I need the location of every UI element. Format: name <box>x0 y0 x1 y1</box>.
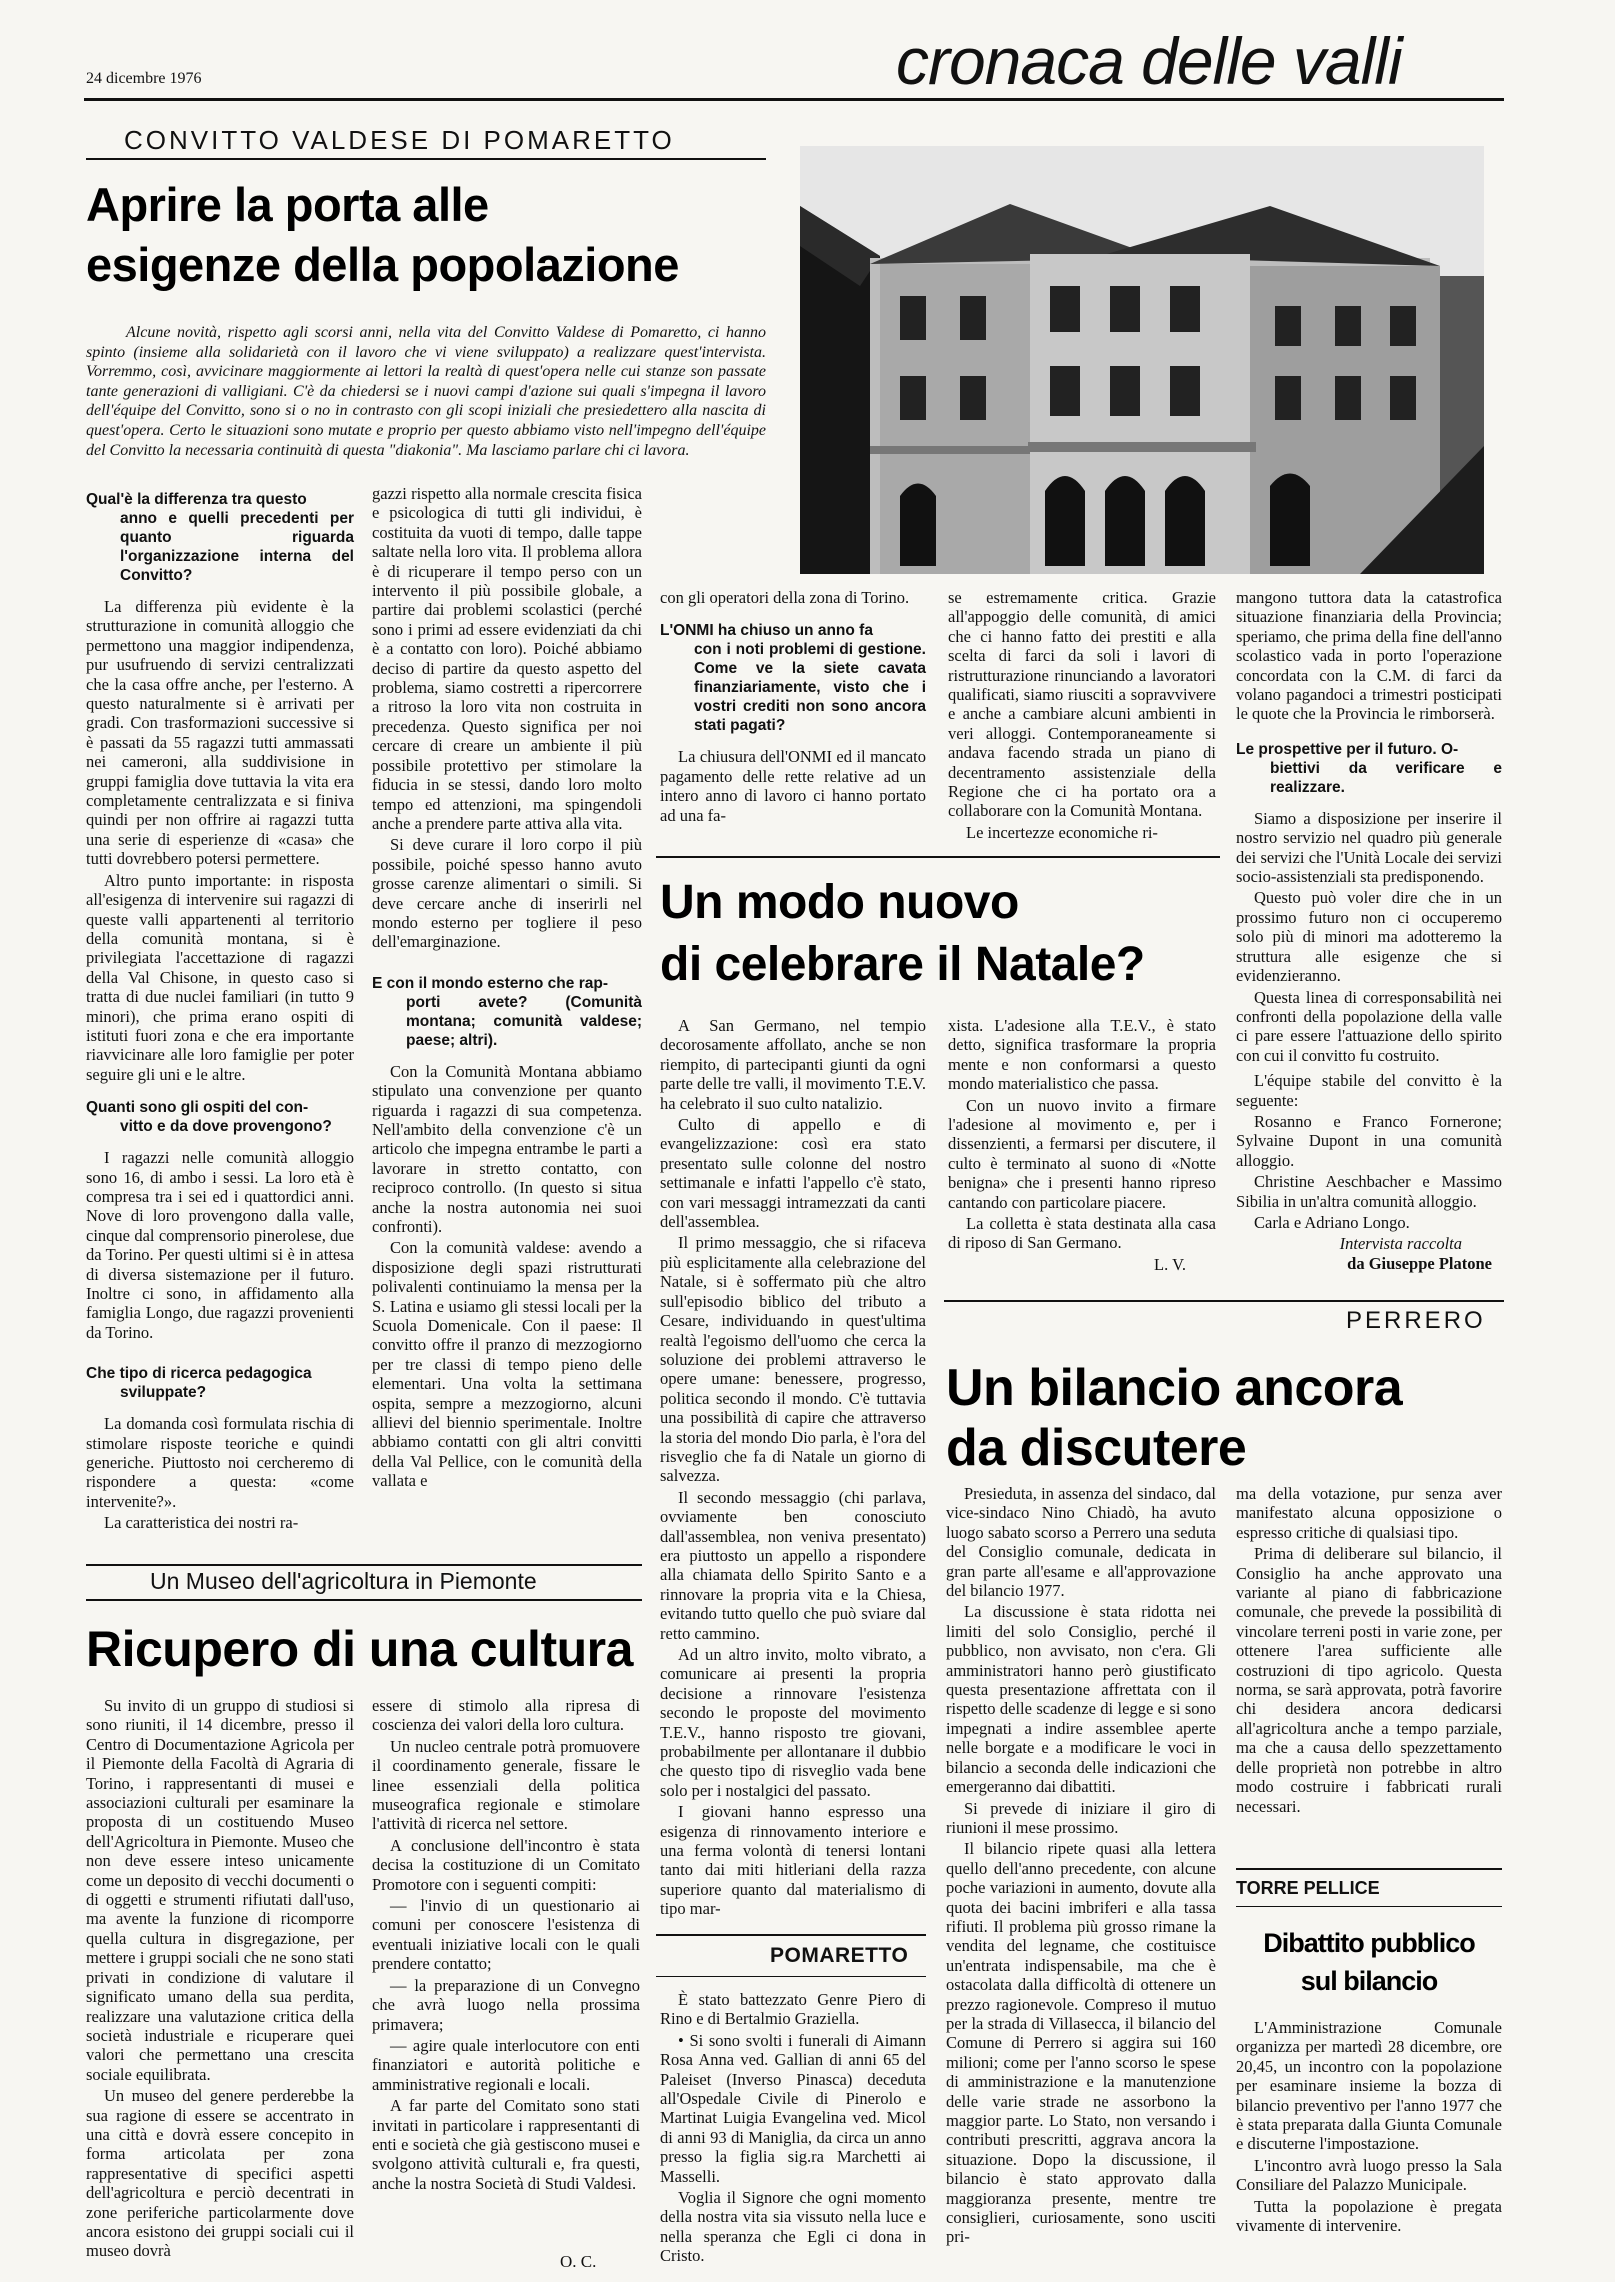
question-6: Le prospettive per il futuro. O- biettivi da verificare e realizzare. <box>1236 740 1502 796</box>
article1-headline-line2: esigenze della popolazione <box>86 238 679 291</box>
article1-col1: Qual'è la differenza tra questo anno e quelli precedenti per quanto riguarda l'organizzazione interna del Convitto? La differenza più evidente è la strutturazione in comunità alloggio che permettono una maggior indipendenza, pur usufruendo di servizi centralizzati che la casa offre anche, per l'esterno. A questo naturalmente si è arrivati per gradi. Con trasformazioni successive si è passati da 55 ragazzi tutti ammassati nei cameroni, alla suddivisione in gruppi famiglia dove tuttavia la vita era completamente centralizzata e si finiva quindi per non offrire ai ragazzi tutta una serie di esperienze di «casa» che tutti dovrebbero potersi permettere. Altro punto importante: in risposta all'esigenza di intervenire sui ragazzi di queste valli appartenenti al territorio della comunità montana, si è privilegiata l'accettazione di ragazzi della Val Chisone, in questo caso si tratta di due nuclei familiari (in tutto 9 minori), che prima erano ospiti di istituti fuori zona e che era importante riavvicinare alle loro famiglie per poter seguire gli uni e le altre. Quanti sono gli ospiti del con- vitto e da dove provengono? I ragazzi nelle comunità alloggio sono 16, di ambo i sessi. La loro età è compresa tra i sei ed i quattordici anni. Nove di loro provengono dalla valle, cinque dal comprensorio pinerolese, due da Torino. Per questi ultimi si è in attesa di diversa sistemazione per il futuro. Inoltre ci sono, in affidamento alla famiglia Longo, due ragazzi provenienti da Torino. Che tipo di ricerca pedagogica sviluppate? La domanda così formulata rischia di stimolare risposte teoriche e quindi generiche. Piuttosto noi cercheremo di rispondere a questa: «come intervenite?». La caratteristica dei nostri ra- <box>86 491 354 1533</box>
article6-headline-line1: Dibattito pubblico <box>1263 1928 1475 1958</box>
article2-top-rule <box>656 856 1220 858</box>
article5-body: È stato battezzato Genre Piero di Rino e di Bertalmio Graziella. • Si sono svolti i funerali di Aimann Rosa Anna ved. Gallian di anni 65 del Paleiset (Inverso Pinasca) deceduta all'Ospedale Civile di Pinerolo e Martinat Luigia Evangelina ved. Micol di anni 93 di Maniglia, da circa un anno presso la figlia sig.ra Marchetti ai Masselli. Voglia il Signore che ogni momento della nostra vita sia vissuto nella luce e nella speranza che Egli ci dona in Cristo. <box>660 1990 926 2266</box>
museo-top-rule <box>86 1564 642 1566</box>
question-1: Qual'è la differenza tra questo anno e quelli precedenti per quanto riguarda l'organizzazione interna del Convitto? <box>86 491 354 584</box>
article2-colB: xista. L'adesione alla T.E.V., è stato detto, significa trasformare la propria mente e non conformarsi a questo mondo materialistico che passa. Con un nuovo invito a firmare l'adesione al movimento e, per i dissenzienti, a fermarsi per discutere, il culto è terminato al suono di «Notte benigna» che i presenti hanno ripreso cantando con particolare piacere. La colletta è stata destinata alla casa di riposo di San Germano. L. V. <box>948 1016 1216 1274</box>
question-2: Quanti sono gli ospiti del con- vitto e da dove provengono? <box>86 1099 332 1136</box>
article1-col4: se estremamente critica. Grazie all'appoggio delle comunità, di amici che ci hanno fatto dei prestiti e alla scelta di farci da soli i lavori di ristrutturazione rinunciando a lavoratori qualificati, siamo riusciti a sopravvivere e anche a cambiare alcuni ambienti in veri alloggi. Contemporaneamente si andava facendo strada un piano di decentramento assistenziale della Regione che ci ha portato ora a collaborare con la Comunità Montana. Le incertezze economiche ri- <box>948 588 1216 842</box>
convitto-building-photo <box>800 146 1484 574</box>
question-4: E con il mondo esterno che rap- porti avete? (Comunità montana; comunità valdese; paese; altri). <box>372 974 642 1049</box>
article1-signature-line1: Intervista raccolta <box>1339 1234 1462 1254</box>
article1-headline-line1: Aprire la porta alle <box>86 178 489 231</box>
perrero-rule <box>944 1300 1504 1302</box>
masthead-title: cronaca delle valli <box>896 24 1402 98</box>
article4-headline: Ricupero di una cultura <box>86 1621 633 1677</box>
article6-headline-line2: sul bilancio <box>1300 1966 1438 1996</box>
article1-col2: gazzi rispetto alla normale crescita fisica e psicologica di tutti gli individui, è costituita da vuoti di tempo, dalle tappe saltate nella loro vita. Il problema allora è di ricuperare il tempo perso con un intervento il più possibile globale, a partire dai problemi scolastici (perché sono i primi ad essere evidenziati da chi è a contatto con loro). Poiché abbiamo deciso di partire da questo aspetto del problema, siamo costretti a ripercorrere a ritroso la loro vita non costruita in precedenza. Questo significa per noi cercare di creare un ambiente il più possibile protettivo per stimolare la fiducia in se stessi, dando loro molto tempo ed attenzioni, ma spingendoli anche a prendere parte attiva alla vita. Si deve curare il loro corpo il più possibile, poiché spesso hanno avuto grosse carenze alimentari o simili. Si deve cercare anche di inserirli nel mondo esterno per togliere il peso dell'emarginazione. E con il mondo esterno che rap- porti avete? (Comunità montana; comunità valdese; paese; altri). Con la Comunità Montana abbiamo stipulato una convenzione per quanto riguarda i ragazzi di sua competenza. Nell'ambito della convenzione c'è un articolo che impegna entrambe le parti a lavorare in stretto contatto, con reciproco controllo. (In questo si situa anche la nostra autonomia nei suoi confronti). Con la comunità valdese: avendo a disposizione degli spazi ristrutturati polivalenti continuiamo la mensa per la S. Latina e usiamo gli stessi locali per la Scuola Domenicale. Con il paese: Il convitto offre il pranzo di mezzogiorno per tre classi di tempo pieno delle elementari. Una volta la settimana ospita, sempre a mezzogiorno, alcuni allievi del biennio sperimentale. Inoltre abbiamo contatti con gli altri convitti della Val Pellice, con le comunità della vallata e <box>372 484 642 1491</box>
torre-rule-top <box>1236 1868 1502 1870</box>
masthead-rule <box>84 98 1504 101</box>
article1-kicker: CONVITTO VALDESE DI POMARETTO <box>124 125 675 155</box>
torre-rule-bottom <box>1236 1906 1502 1907</box>
article2-signature: L. V. <box>1154 1254 1186 1274</box>
article3-colA: Presieduta, in assenza del sindaco, dal vice-sindaco Nino Chiadò, ha avuto luogo sabato scorso a Perrero una seduta del Consiglio comunale, dedicata in gran parte all'esame e all'approvazione del bilancio 1977. La discussione è stata ridotta nei limiti del solo Consiglio, perché il pubblico, non avvisato, non c'era. Gli amministratori hanno però giustificato questa presentazione affrettata con il rispetto delle scadenze di legge e si sono impegnati a indire assemblee aperte nelle borgate e a modificare le voci in bilancio a seconda delle indicazioni che emergeranno dai dibattiti. Si prevede di iniziare il giro di riunioni il mese prossimo. Il bilancio ripete quasi alla lettera quello dell'anno precedente, con alcune poche variazioni in aumento, dovute alla quota dei bacini imbriferi e alla tassa rifiuti. Il problema più grosso rimane la vendita del legname, che costituisce un'entrata indispensabile, ma che è ostacolata dalla difficoltà di ottenere un prezzo ragionevole. Compreso il mutuo per la strada di Villasecca, il bilancio del Comune di Perrero si aggira sui 160 milioni; come per l'anno scorso le spese di amministrazione e la manutenzione delle varie strade ne assorbono la maggior parte. Lo Stato, non versando i contributi prescritti, aggrava ancora la situazione. Dopo la discussione, il bilancio è stato approvato dalla maggioranza presente, mentre tre consiglieri, curiosamente, sono usciti pri- <box>946 1484 1216 2247</box>
article1-headline <box>86 175 679 295</box>
article2-colA: A San Germano, nel tempio decorosamente affollato, anche se non riempito, di partecipanti giunti da ogni parte delle tre valli, il movimento T.E.V. ha celebrato il suo culto natalizio. Culto di appello e di evangelizzazione: così era stato presentato sulle colonne del nostro settimanale e infatti l'appello c'è stato, con vari messaggi intramezzati da canti dell'assemblea. Il primo messaggio, che si rifaceva più esplicitamente alla celebrazione del Natale, si è soffermato più che altro sull'episodio biblico del tributo a Cesare, individuando in quest'ultima realtà l'egoismo dell'uomo che cerca la soluzione dei problemi attraverso le opere umane: benessere, progresso, politica secondo il mondo. C'è tuttavia una possibilità di capire che attraverso la storia del mondo Dio parla, è l'ora del risveglio che fa di Natale un giorno di salvezza. Il secondo messaggio (chi parlava, ovviamente ben conosciuto dall'assemblea, non veniva presentato) era piuttosto un appello a rispondere alla chiamata dello Spirito Santo e a rinnovare la propria vita e la Chiesa, evitando tutto quello che può sviare dal retto cammino. Ad un altro invito, molto vibrato, a comunicare ai presenti la propria decisione a rinnovare l'esistenza secondo le proposte del movimento T.E.V., hanno risposto tre giovani, probabilmente per allontanare il dubbio che questo tipo di risveglio vada bene solo per i nostalgici del passato. I giovani hanno espresso una esigenza di rinnovamento interiore e una ferma volontà di tenersi lontani tanto dai miti hitleriani della razza superiore quanto dal materialismo di tipo mar- <box>660 1016 926 1919</box>
article6-body: L'Amministrazione Comunale organizza per martedì 28 dicembre, ore 20,45, un incontro con la popolazione per esaminare insieme la bozza di bilancio preventivo per l'anno 1977 che è stata preparata dalla Giunta Comunale e discuterne l'impostazione. L'incontro avrà luogo presso la Sala Consiliare del Palazzo Municipale. Tutta la popolazione è pregata vivamente di intervenire. <box>1236 2018 1502 2236</box>
pomaretto-rule-top <box>656 1934 926 1936</box>
pomaretto-rule-bottom <box>656 1976 926 1977</box>
article4-colB: essere di stimolo alla ripresa di coscienza dei valori della loro cultura. Un nucleo centrale potrà promuovere il coordinamento generale, fissare le linee essenziali della politica museografica regionale e stimolare l'attività di ricerca nel settore. A conclusione dell'incontro è stata decisa la costituzione di un Comitato Promotore con i seguenti compiti: — l'invio di un questionario ai comuni per conoscere l'esistenza di eventuali iniziative locali con le quali prendere contatto; — la preparazione di un Convegno che avrà luogo nella prossima primavera; — agire quale interlocutore con enti finanziatori e autorità politiche e amministrative regionali e locali. A far parte del Comitato sono stati invitati in particolare i rappresentanti di enti e società che già gestiscono musei e svolgono attività culturali e, fra questi, anche la nostra Società di Studi Valdesi. <box>372 1696 640 2193</box>
article2-headline-line1: Un modo nuovo <box>660 876 1019 929</box>
article1-col5: mangono tuttora data la catastrofica situazione finanziaria della Provincia; speriamo, che prima della fine dell'anno scolastico vada in porto l'operazione concordata con la C.M. di farci da volano pagandoci a trimestri posticipati le quote che la Provincia le rimborserà. Le prospettive per il futuro. O- biettivi da verificare e realizzare. Siamo a disposizione per inserire il nostro servizio nel quadro più generale dei servizi che l'Unità Locale dei servizi socio-assistenziali sta predisponendo. Questo può voler dire che in un prossimo futuro non ci occuperemo solo più di minori ma adotteremo la struttura alle esigenze che si evidenzieranno. Questa linea di corresponsabilità nei confronti della popolazione della valle ci pare essere l'attuazione dello spirito con cui il convitto fu costruito. L'équipe stabile del convitto è la seguente: Rosanno e Franco Fornerone; Sylvaine Dupont in una comunità alloggio. Christine Aeschbacher e Massimo Sibilia in un'altra comunità alloggio. Carla e Adriano Longo. Intervista raccolta da Giuseppe Platone <box>1236 588 1502 1273</box>
article4-colA: Su invito di un gruppo di studiosi si sono riuniti, il 14 dicembre, presso il Centro di Documentazione Agricola per il Piemonte della Facoltà di Agraria di Torino, i rappresentanti di musei e associazioni culturali per esaminare la proposta di un costituendo Museo dell'Agricoltura in Piemonte. Museo che non deve essere inteso unicamente come un deposito di vecchi documenti o di oggetti e strumenti rifiutati dall'uso, ma avente la funzione di ricomporre quella cultura in disgregazione, per mettere i gruppi sociali che ne sono stati privati in condizione di valutare il significato umano della sua perdita, realizzare una valutazione critica della società industriale e ricuperare quei valori che permettano una crescita sociale equilibrata. Un museo del genere perderebbe la sua ragione di essere se accentrato in una città e dovrà essere concepito in forma articolata per zona rappresentative di specifici aspetti dell'agricoltura e perciò decentrati in zone periferiche particolarmente dove ancora esistono dei gruppi sociali cui il museo dovrà <box>86 1696 354 2261</box>
article4-signature: O. C. <box>560 2252 597 2271</box>
article3-headline-line2: da discutere <box>946 1419 1247 1477</box>
article1-signature-line2: da Giuseppe Platone <box>1347 1253 1492 1273</box>
article5-kicker: POMARETTO <box>770 1944 909 1967</box>
museo-kicker-rule <box>86 1599 642 1601</box>
article4-kicker: Un Museo dell'agricoltura in Piemonte <box>150 1568 537 1594</box>
article1-col3: con gli operatori della zona di Torino. L'ONMI ha chiuso un anno fa con i noti problemi di gestione. Come ve la siete cavata finanziariamente, visto che i vostri crediti non sono ancora stati pagati? La chiusura dell'ONMI ed il mancato pagamento delle rette relative ad un intero anno di lavoro ci hanno portato ad una fa- <box>660 588 926 825</box>
article2-headline-line2: di celebrare il Natale? <box>660 938 1145 991</box>
article6-kicker: TORRE PELLICE <box>1236 1878 1380 1898</box>
article3-kicker: PERRERO <box>1346 1307 1486 1334</box>
article3-headline-line1: Un bilancio ancora <box>946 1359 1403 1417</box>
masthead-date: 24 dicembre 1976 <box>86 70 202 87</box>
question-5: L'ONMI ha chiuso un anno fa con i noti problemi di gestione. Come ve la siete cavata finanziariamente, visto che i vostri crediti non sono ancora stati pagati? <box>660 622 926 735</box>
article6-headline <box>1236 1924 1502 2000</box>
article1-intro: Alcune novità, rispetto agli scorsi anni, nella vita del Convitto Valdese di Pomaretto, ci hanno spinto (insieme alla solidarietà con il lavoro che vi viene sviluppato) a realizzare quest'intervista. Vorremmo, così, avvicinare maggiormente ai lettori la realtà di quest'opera nelle cui stanze son passate tante generazioni di valligiani. C'è da chiedersi se i nuovi campi d'azione sui quali s'impegna il lavoro dell'équipe del Convitto, sono si o no in contrasto con gli scopi iniziali che presiedettero alla nascita di quest'opera. Certo le situazioni sono mutate e proprio per questo abbiamo visto nell'impegno dell'équipe del Convitto la necessaria continuità di questa "diakonia". Ma lasciamo parlare chi ci lavora. <box>86 324 766 459</box>
question-3: Che tipo di ricerca pedagogica sviluppate? <box>86 1365 312 1402</box>
kicker-rule <box>86 158 766 160</box>
article3-colB: ma della votazione, pur senza aver manifestato alcuna opposizione o espresso critiche di qualsiasi tipo. Prima di deliberare sul bilancio, il Consiglio ha anche approvato una variante al piano di fabbricazione comunale, che prevede la possibilità di vincolare terreni posti in varie zone, per ottenere l'area sufficiente alle costruzioni di tipo agricolo. Questa norma, se sarà approvata, potrà favorire chi desidera ancora dedicarsi all'agricoltura anche a tempo parziale, ma che a causa dello spezzettamento delle proprietà non potrebbe in altro modo costruire i fabbricati rurali necessari. <box>1236 1484 1502 1816</box>
article2-headline <box>660 872 1145 996</box>
article3-headline <box>946 1358 1402 1478</box>
